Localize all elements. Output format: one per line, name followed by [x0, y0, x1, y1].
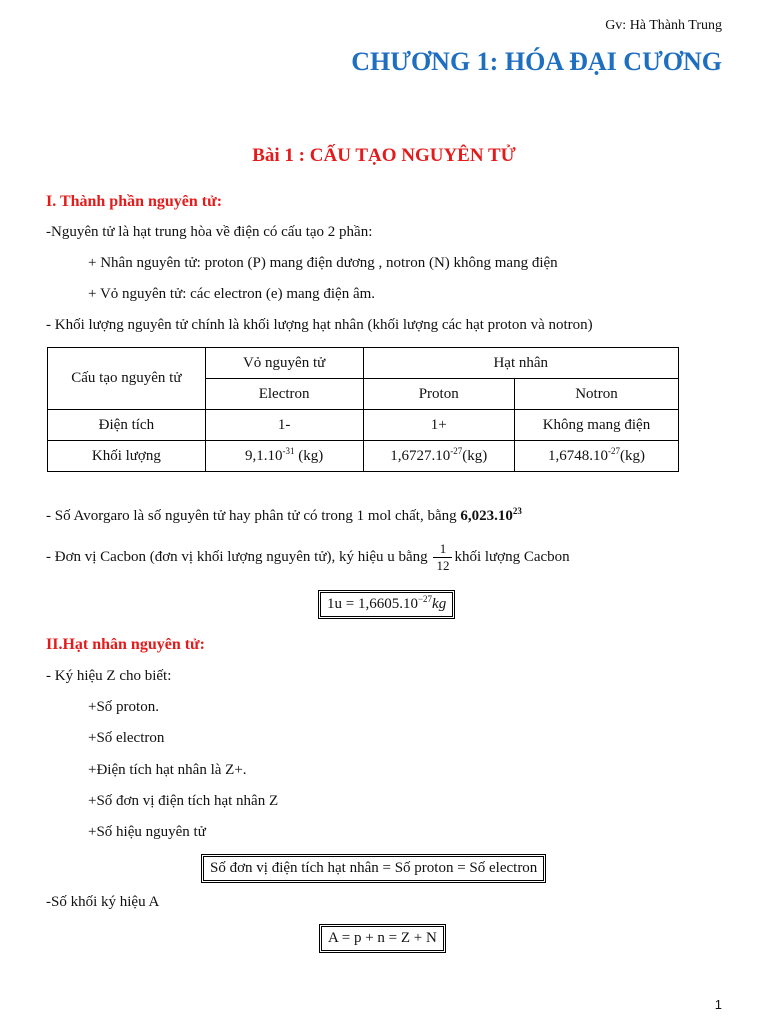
mass-number-box: A = p + n = Z + N	[319, 924, 446, 953]
list-item: +Số đơn vị điện tích hạt nhân Z	[88, 793, 279, 809]
text-line: + Nhân nguyên tử: proton (P) mang điện dương , notron (N) không mang điện	[88, 255, 558, 271]
text-line: - Khối lượng nguyên tử chính là khối lượng hạt nhân (khối lượng các hạt proton và notron)	[46, 317, 593, 333]
list-item: +Số electron	[88, 730, 165, 746]
table-cell: 1-	[205, 410, 363, 441]
text-line: -Nguyên tử là hạt trung hòa về điện có cấu tạo 2 phần:	[46, 224, 373, 240]
carbon-unit-line: - Đơn vị Cacbon (đơn vị khối lượng nguyên tử), ký hiệu u bằng $\frac{1}{12}$ khối lượng Cacbon	[46, 541, 570, 573]
section-heading-nucleus: II.Hạt nhân nguyên tử:	[46, 636, 205, 653]
table-header-shell: Vỏ nguyên tử	[205, 348, 363, 379]
u-formula-box: $1u = 1,6605.10^{-27}kg$	[318, 590, 455, 619]
table-cell: 1+	[363, 410, 514, 441]
text-line: - Ký hiệu Z cho biết:	[46, 668, 172, 684]
list-item: +Số proton.	[88, 699, 159, 715]
avogadro-line: - Số Avorgaro là số nguyên tử hay phân tử có trong 1 mol chất, bằng 6,023.10$^{23}$	[46, 506, 522, 524]
table-header-proton: Proton	[363, 379, 514, 410]
chapter-title: CHƯƠNG 1: HÓA ĐẠI CƯƠNG	[351, 47, 722, 76]
page-number: 1	[714, 997, 722, 1012]
text-line: + Vỏ nguyên tử: các electron (e) mang điện âm.	[88, 286, 376, 302]
text-line: -Số khối ký hiệu A	[46, 894, 160, 910]
table-corner-cell: Cấu tạo nguyên tử	[48, 348, 206, 410]
charge-equality-box: Số đơn vị điện tích hạt nhân = Số proton = Số electron	[201, 854, 546, 883]
atomic-structure-table	[47, 347, 679, 472]
table-cell: $1,6748.10^{-27}(kg)$	[514, 441, 678, 472]
table-row	[48, 410, 679, 441]
table-header-electron: Electron	[205, 379, 363, 410]
lesson-title: Bài 1 : CẤU TẠO NGUYÊN TỬ	[252, 145, 516, 166]
one-twelfth-fraction: $\frac{1}{12}$	[433, 541, 452, 574]
table-cell: Khối lượng	[48, 441, 206, 472]
table-header-notron: Notron	[514, 379, 678, 410]
list-item: +Điện tích hạt nhân là Z+.	[88, 762, 247, 778]
table-cell: $1,6727.10^{-27}(kg)$	[363, 441, 514, 472]
table-cell: Không mang điện	[514, 410, 678, 441]
table-cell: Điện tích	[48, 410, 206, 441]
table-cell: $9,1.10^{-31}$ (kg)	[205, 441, 363, 472]
section-heading-composition: I. Thành phần nguyên tử:	[46, 193, 223, 210]
table-row	[48, 441, 679, 472]
author-name: Gv: Hà Thành Trung	[605, 18, 722, 33]
table-header-nucleus: Hạt nhân	[363, 348, 679, 379]
list-item: +Số hiệu nguyên tử	[88, 824, 206, 840]
